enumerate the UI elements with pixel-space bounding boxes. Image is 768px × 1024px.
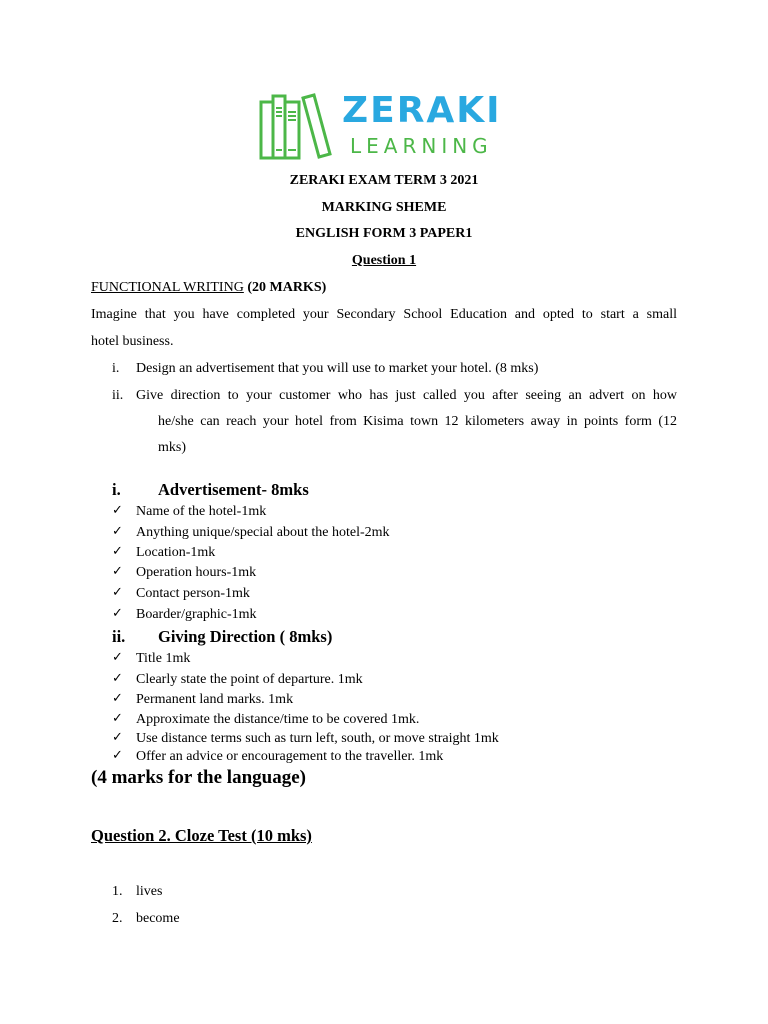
paper-title: ENGLISH FORM 3 PAPER1 bbox=[295, 226, 473, 241]
check-icon: ✓ bbox=[112, 691, 123, 706]
check-icon: ✓ bbox=[112, 524, 123, 539]
check-icon: ✓ bbox=[112, 544, 123, 559]
task-2-num: ii. bbox=[112, 388, 124, 403]
answer-2-num: 2. bbox=[112, 911, 123, 926]
advert-heading: Advertisement- 8mks bbox=[158, 480, 309, 499]
intro-line-1: Imagine that you have completed your Secondary School Education and opted to start a small bbox=[91, 307, 677, 322]
task-1-num: i. bbox=[112, 361, 120, 376]
exam-title: ZERAKI EXAM TERM 3 2021 bbox=[289, 173, 479, 188]
list-item: Contact person-1mk bbox=[136, 586, 250, 601]
check-icon: ✓ bbox=[112, 730, 123, 745]
check-icon: ✓ bbox=[112, 650, 123, 665]
check-icon: ✓ bbox=[112, 564, 123, 579]
section-marks: (20 MARKS) bbox=[243, 280, 327, 295]
zeraki-logo bbox=[258, 92, 518, 164]
question2-heading: Question 2. Cloze Test (10 mks) bbox=[91, 826, 312, 845]
task-2-line2: he/she can reach your hotel from Kisima town 12 kilometers away in points form (12 bbox=[158, 414, 677, 429]
answer-1-text: lives bbox=[136, 884, 163, 899]
answer-1-num: 1. bbox=[112, 884, 123, 899]
functional-writing-heading bbox=[91, 280, 326, 296]
task-2-line3: mks) bbox=[158, 440, 186, 455]
list-item: Use distance terms such as turn left, south, or move straight 1mk bbox=[136, 731, 499, 746]
check-icon: ✓ bbox=[112, 711, 123, 726]
list-item: Name of the hotel-1mk bbox=[136, 504, 267, 519]
list-item: Boarder/graphic-1mk bbox=[136, 607, 257, 622]
list-item: Clearly state the point of departure. 1mk bbox=[136, 672, 363, 687]
language-marks-note: (4 marks for the language) bbox=[91, 767, 306, 788]
check-icon: ✓ bbox=[112, 606, 123, 621]
list-item: Anything unique/special about the hotel-2mk bbox=[136, 525, 390, 540]
list-item: Title 1mk bbox=[136, 651, 191, 666]
check-icon: ✓ bbox=[112, 585, 123, 600]
list-item: Permanent land marks. 1mk bbox=[136, 692, 294, 707]
answer-2-text: become bbox=[136, 911, 180, 926]
check-icon: ✓ bbox=[112, 671, 123, 686]
advert-num: i. bbox=[112, 480, 121, 499]
task-1-text: Design an advertisement that you will use to market your hotel. (8 mks) bbox=[136, 361, 539, 376]
logo-brand: ZERAKI bbox=[342, 90, 502, 131]
list-item: Approximate the distance/time to be covered 1mk. bbox=[136, 712, 420, 727]
logo-sub: LEARNING bbox=[350, 134, 493, 158]
question1-heading: Question 1 bbox=[351, 253, 417, 268]
list-item: Location-1mk bbox=[136, 545, 216, 560]
list-item: Offer an advice or encouragement to the traveller. 1mk bbox=[136, 749, 444, 764]
list-item: Operation hours-1mk bbox=[136, 565, 257, 580]
intro-line-2: hotel business. bbox=[91, 334, 174, 349]
scheme-title: MARKING SHEME bbox=[321, 200, 447, 215]
direction-heading: Giving Direction ( 8mks) bbox=[158, 627, 333, 646]
direction-num: ii. bbox=[112, 627, 126, 646]
section-title: FUNCTIONAL WRITING bbox=[91, 280, 244, 295]
check-icon: ✓ bbox=[112, 503, 123, 518]
task-2-line1: Give direction to your customer who has just called you after seeing an advert on how bbox=[136, 388, 677, 403]
check-icon: ✓ bbox=[112, 748, 123, 763]
books-logo-icon bbox=[258, 92, 336, 164]
